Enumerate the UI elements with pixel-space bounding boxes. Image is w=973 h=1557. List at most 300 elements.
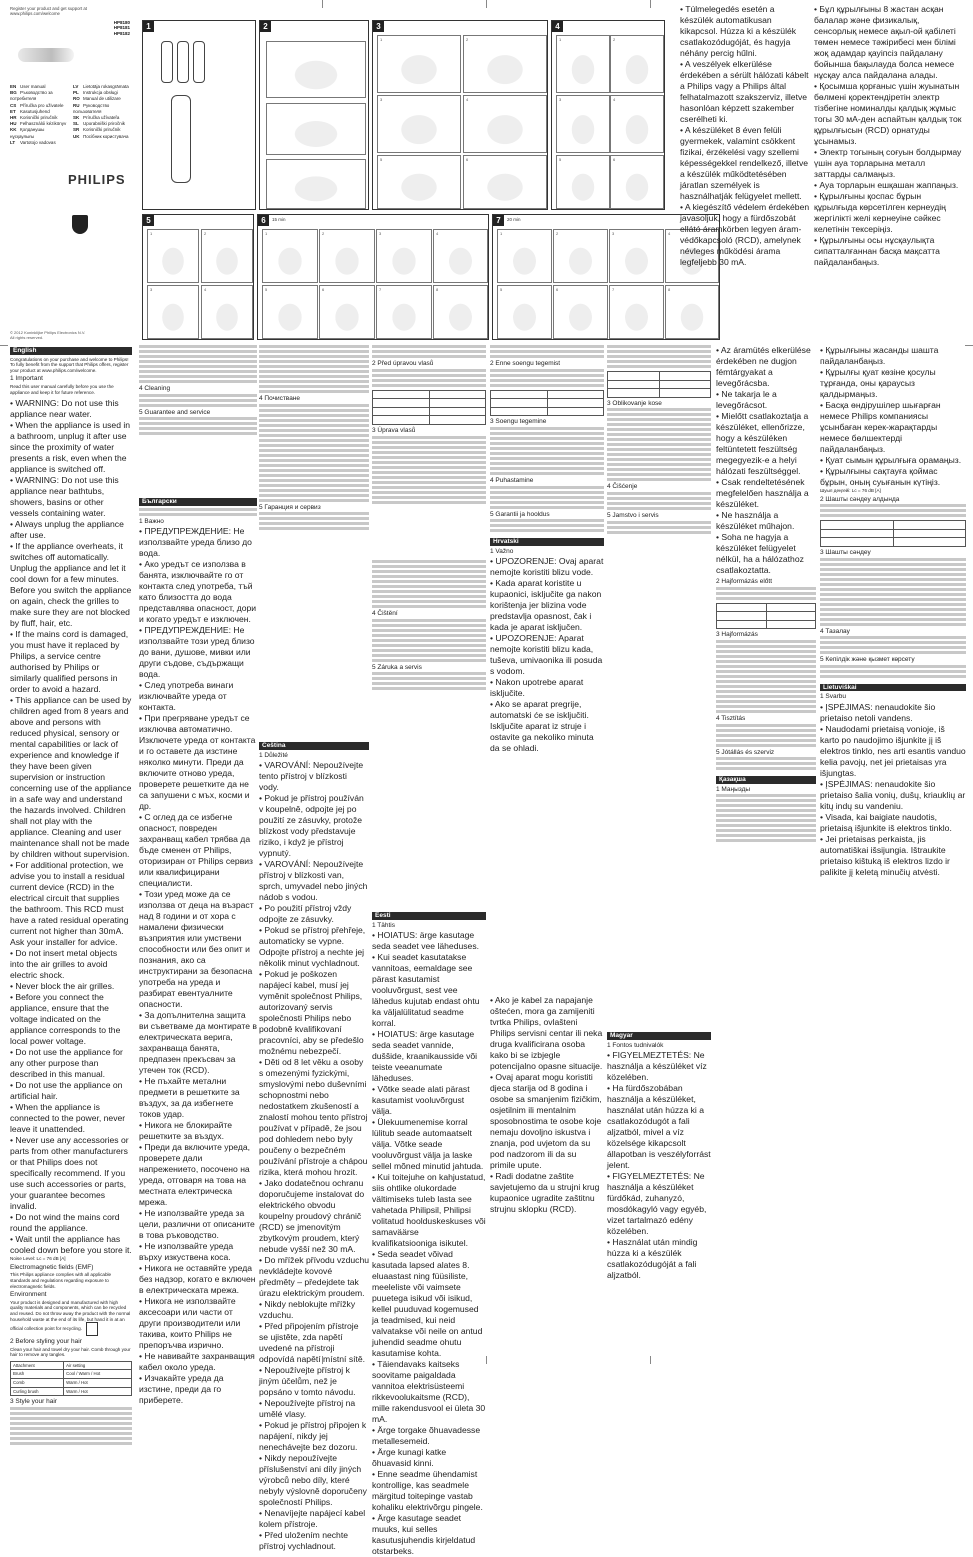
text-line [259, 469, 369, 472]
text-line [372, 672, 486, 675]
column-croatian [490, 995, 604, 1360]
language-header: Lietuviškai [820, 684, 966, 692]
bullet-paragraph: • Преди да включите уреда, проверете дали напрежението, посочено на уреда, отговаря на това на местната електрическа мрежа. [139, 1142, 251, 1208]
text-line [820, 646, 966, 649]
figure-panel-3: 3 1 2 3 4 5 6 [372, 20, 548, 210]
text-line [139, 394, 257, 397]
text-line [716, 592, 816, 595]
text-line [259, 390, 369, 393]
bullet-paragraph: • Túlmelegedés esetén a készülék automatikusan kikapcsol. Húzza ki a készülék csatlakozódugóját, és hagyja néhány percig hűlni. [680, 4, 797, 58]
text-line [607, 531, 711, 534]
step-illustration: 3 [377, 95, 461, 153]
text-line [716, 794, 816, 797]
text-line [372, 624, 486, 627]
text-line [607, 443, 711, 446]
step-illustration: 7 [376, 285, 432, 339]
text-line [607, 423, 711, 426]
text-line [820, 573, 966, 576]
step-illustration: 5 [556, 155, 610, 209]
text-line [716, 670, 816, 673]
bullet-paragraph: • HOIATUS: ärge kasutage seda seadet vee läheduses. [372, 930, 480, 952]
text-line [607, 507, 711, 510]
bullet-paragraph: • Құрылғы қуат көзіне қосулы тұрғанда, оны қараусыз қалдырмаңыз. [820, 367, 936, 399]
crop-mark [650, 0, 651, 8]
bullet-paragraph: • Ärge torgake õhuavadesse metallesemeid. [372, 1425, 481, 1447]
text-line [139, 399, 257, 402]
text-line [716, 597, 816, 600]
text-line [372, 629, 486, 632]
step-illustration: 2 [201, 229, 253, 283]
comb-attachment-icon [177, 41, 189, 83]
text-line [259, 424, 369, 427]
text-line [716, 839, 816, 842]
text-line [490, 432, 604, 435]
text-line [607, 418, 711, 421]
bullet-paragraph: • Before you connect the appliance, ensure that the voltage indicated on the appliance corresponds to the local power voltage. [10, 992, 121, 1047]
bullet-paragraph: • FIGYELMEZTETÉS: Ne használja a készüléket fürdőkád, zuhanyzó, mosdókagyló vagy egyéb, vizet tartalmazó edény közelében. [607, 1171, 707, 1237]
text-line [259, 464, 369, 467]
text-line [372, 639, 486, 642]
bullet-paragraph: • ĮSPĖJIMAS: nenaudokite šio prietaiso netoli vandens. [820, 701, 936, 723]
bullet-paragraph: • С оглед да се избегне опасност, повреден захранващ кабел трябва да бъде сменен от Philips, оторизиран от Philips сервиз или квалифицирани специалисти. [139, 812, 254, 889]
text-line [490, 427, 604, 430]
text-line [716, 819, 816, 822]
text-line [490, 369, 604, 372]
text-line [372, 471, 486, 474]
crop-mark [965, 345, 973, 346]
text-line [139, 417, 257, 420]
text-line [716, 729, 816, 732]
text-line [372, 570, 486, 573]
text-line [259, 512, 369, 515]
text-line [372, 476, 486, 479]
bullet-paragraph: • Не пъхайте метални предмети в решетките за въздух, за да избегнете токов удар. [139, 1076, 240, 1120]
text-line [372, 374, 486, 377]
bullet-paragraph: • Ako se aparat pregrije, automatski će se isključiti. Isključite aparat iz struje i ostavite ga nekoliko minuta da se ohladi. [490, 699, 594, 754]
timer-label: 15 min [272, 217, 286, 222]
bullet-paragraph: • Pokud je přístroj připojen k napájení, nikdy jej nenechávejte bez dozoru. [259, 1420, 367, 1453]
text-line [139, 345, 257, 348]
text-line [259, 385, 369, 388]
text-line [10, 1412, 132, 1415]
bullet-paragraph: • When the appliance is connected to the power, never leave it unattended. [10, 1102, 126, 1135]
bullet-paragraph: • Do not use the appliance for any other purpose than described in this manual. [10, 1047, 123, 1080]
text-line [372, 654, 486, 657]
bullet-paragraph: • Never use any accessories or parts from other manufacturers or that Philips does not specifically recommend. If you use such accessories or parts, your guarantee becomes invalid. [10, 1135, 129, 1212]
text-line [490, 524, 604, 527]
language-header: Български [139, 498, 257, 506]
text-line [607, 492, 711, 495]
text-line [820, 613, 966, 616]
text-line [139, 365, 257, 368]
text-line [259, 474, 369, 477]
crop-mark [0, 345, 8, 346]
bullet-paragraph: • Не използвайте уреда за цели, различни от описаните в това ръководство. [139, 1208, 255, 1241]
language-list: EN User manual BG Ръководство за потребителя CS Příručka pro uživatele ET Kasutusjuhend HR Korisnički priručnik HU Felhasználói kézikönyv KK Қолданушы нұсқаулығы LT Vartotojo vadovas LV Lietotāja rokasgrāmata PL Instrukcja obsługi RO Manual de utilizare RU Руководство пользователя SK Príručka užívateľa SL Uporabniški priročnik SR Korisnički priručnik UK Посібник користувача [10, 84, 129, 145]
bullet-paragraph: • Never block the air grilles. [10, 981, 115, 992]
column-hungarian-cont: • Az áramütés elkerülése érdekében ne dugjon fémtárgyakat a levegőrácsba. • Ne takarja le a levegőrácsot. • Mielőtt csatlakoztatja a készüléket, ellenőrizze, hogy a készüléken feltüntetett feszültség megegyezik-e a helyi hálózati feszültséggel. • Csak rendeltetésének megfelelően használja a készüléket. • Ne használja a készüléket műhajon. • Soha ne hagyja a készüléket felügyelet nélkül, ha a hálózathoz csatlakoztatta. 2 Hajformázás előtt 3 Hajformázás 4 Tisztítás 5 Jótállás és szerviz Қазақша 1 Маңызды [716, 345, 816, 1360]
bullet-paragraph: • При прегряване уредът се изключва автоматично. Изключете уреда от контакта и го оставете да изстине няколко минути. Преди да включите отново уреда, проверете решетките да не са запушени с мъх, косми и др. [139, 713, 256, 812]
text-line [820, 563, 966, 566]
bullet-paragraph: • Ha fürdőszobában használja a készüléket, használat után húzza ki a csatlakozódugót a fali aljzatból, mivel a víz közelsége kikapcsolt állapotban is veszélyforrást jelent. [607, 1083, 711, 1171]
text-line [372, 605, 486, 608]
plug-illustration [266, 41, 366, 98]
bullet-paragraph: • Ärge kasutage seadet muuks, kui selles kasutusjuhendis kirjeldatud otstarbeks. [372, 1513, 476, 1557]
bullet-paragraph: • Az áramütés elkerülése érdekében ne dugjon fémtárgyakat a levegőrácsba. [716, 345, 811, 388]
column-hungarian: Magyar 1 Fontos tudnivalók • FIGYELMEZTETÉS: Ne használja a készüléket víz közelében. • Ha fürdőszobában használja a készüléket, használat után húzza ki a csatlakozódugót a fali aljzatból, mivel a víz közelsége kikapcsolt állapotban is veszélyforrást jelent. • FIGYELMEZTETÉS: Ne használja a készüléket fürdőkád, zuhanyzó, mosdókagyló vagy egyéb, vizet tartalmazó edény közelében. • Használat után mindig húzza ki a készülék csatlakozódugóját a fali aljzatból. [607, 1032, 711, 1281]
text-line [716, 744, 816, 747]
text-line [10, 1407, 132, 1410]
text-line [716, 660, 816, 663]
text-line [10, 1417, 132, 1420]
bullet-paragraph: • Ülekuumenemise korral lülitub seade automaatselt välja. Võtke seade vooluvõrgust välja ja laske sellel mõned minutid jahtuda. [372, 1117, 484, 1172]
figure-panel-7: 7 20 min 1 2 3 4 5 6 7 8 [492, 214, 720, 340]
text-line [490, 384, 604, 387]
text-line [372, 682, 486, 685]
text-line [607, 463, 711, 466]
bullet-paragraph: • Nenavíjejte napájecí kabel kolem přístroje. [259, 1508, 366, 1530]
bullet-paragraph: • Do mřížek přívodu vzduchu nevkládejte kovové předměty – předejdete tak úrazu elektrickým proudem. [259, 1255, 369, 1299]
figure-panel-5: 5 1 2 3 4 [142, 214, 254, 340]
bullet-paragraph: • Naudodami prietaisą vonioje, iš karto po naudojimo išjunkite jį iš elektros tinklo, nes arti esantis vanduo kelia pavojų, net jei prietaisas yra išjungtas. [820, 723, 966, 778]
text-line [139, 350, 257, 353]
timer-label: 20 min [507, 217, 521, 222]
text-line [607, 345, 711, 348]
figure-panel-6: 6 15 min 1 2 3 4 5 6 7 8 [257, 214, 489, 340]
text-line [607, 360, 711, 363]
column-english: English Congratulations on your purchase and welcome to Philips! To fully benefit from the support that Philips offers, register your product at www.philips.com/welcome. 1 Important Read this user manual carefully before you use the appliance and keep it for future reference. • WARNING: Do not use this appliance near water. • When the appliance is used in a bathroom, unplug it after use since the proximity of water presents a risk, even when the appliance is switched off. • WARNING: Do not use this appliance near bathtubs, showers, basins or other vessels containing water. • Always unplug the appliance after use. • If the appliance overheats, it switches off automatically. Unplug the appliance and let it cool down for a few minutes. Before you switch the appliance on again, check the grilles to make sure they are not blocked by fluff, hair, etc. • If the mains cord is damaged, you must have it replaced by Philips, a service centre authorised by Philips or similarly qualified persons in order to avoid a hazard. • This appliance can be used by children aged from 8 years and above and persons with reduced physical, sensory or mental capabilities or lack of experience and knowledge if they have been given supervision or instruction concerning use of the appliance in a safe way and understand the hazards involved. Children shall not play with the appliance. Cleaning and user maintenance shall not be made by children without supervision. • For additional protection, we advise you to install a residual current device (RCD) in the electrical circuit that supplies the bathroom. This RCD must have a rated residual operating current not higher than 30mA. Ask your installer for advice. • Do not insert metal objects into the air grilles to avoid electric shock. • Never block the air grilles. • Before you connect the appliance, ensure that the voltage indicated on the appliance corresponds to the local power voltage. • Do not use the appliance for any other purpose than described in this manual. • Do not use the appliance on artificial hair. • When the appliance is connected to the power, never leave it unattended. • Never use any accessories or parts from other manufacturers or that Philips does not specifically recommend. If you use such accessories or parts, your guarantee becomes invalid. • Do not wind the mains cord round the appliance. • Wait until the appliance has cooled down before you store it. Noise Level: Lc = 76 dB [A] Electromagnetic fields (EMF) This Philips appliance complies with all applicable standards and regulations regarding exposure to electromagnetic fields. Environment Your product is designed and manufactured with high quality materials and components, which can be recycled and reused. Do not throw away the product with the normal household waste at the end of its life, but hand it in at an official collection point for recycling. 2 Before styling your hair Clean your hair and towel dry your hair. Comb through your hair to remove any tangles. Attachment Air setting Brush Cool / Warm / Hot Comb Warm / Hot Curling brush Warm / Hot 3 Style your hair [10, 345, 132, 1360]
text-line [372, 501, 486, 504]
bullet-paragraph: • Wait until the appliance has cooled down before you store it. [10, 1234, 132, 1256]
text-line [139, 427, 257, 430]
register-text: Register your product and get support at www.philips.com/welcome [10, 6, 87, 17]
bullet-paragraph: • Před uložením nechte přístroj vychladnout. [259, 1530, 348, 1552]
text-line [607, 438, 711, 441]
bullet-paragraph: • WARNING: Do not use this appliance near water. [10, 398, 119, 420]
cleaning-illustration [266, 103, 366, 155]
bullet-paragraph: • Always unplug the appliance after use. [10, 519, 124, 541]
text-line [372, 565, 486, 568]
text-line [372, 466, 486, 469]
column-kazakh-cont: • Құрылғыны жасанды шашта пайдаланбаңыз. • Құрылғы қуат көзіне қосулы тұрғанда, оны қараусыз қалдырмаңыз. • Басқа өндірушілер шығарған немесе Philips компаниясы ұсынбаған керек-жарақтарды немесе бөлшектерді пайдаланбаңыз. • Қуат сымын құрылғыға орамаңыз. • Құрылғыны сақтауға қоймас бұрын, оның суығанын күтіңіз. Шуыл деңгейі: Lc = 76 dB [A] 2 Шашты сәндеу алдында 3 Шашты сәндеу 4 Тазалау 5 Кепілдік және қызмет көрсету Lietuviškai 1 Svarbu • ĮSPĖJIMAS: nenaudokite šio prietaiso netoli vandens. • Naudodami prietaisą vonioje, iš karto po naudojimo išjunkite jį iš elektros tinklo, nes arti esantis vanduo kelia pavojų, net jei prietaisas yra išjungtas. • ĮSPĖJIMAS: nenaudokite šio prietaiso šalia vonių, dušų, kriauklių ar kitų indų su vandeniu. • Visada, kai baigiate naudotis, prietaisą išjunkite iš elektros tinklo. • Jei prietaisas perkaista, jis automatiškai išsijungia. Ištraukite prietaiso kištuką iš elektros lizdo ir palikite jį keletą minučių atvėsti. [820, 345, 966, 877]
text-line [607, 350, 711, 353]
text-line [139, 370, 257, 373]
text-line [259, 517, 369, 520]
bullet-paragraph: • UPOZORENJE: Aparat nemojte koristiti blizu kada, tuševa, umivaonika ili posuda s vodom. [490, 633, 603, 677]
philips-shield-icon [72, 215, 88, 234]
text-line [716, 804, 816, 807]
text-line [716, 824, 816, 827]
text-line [259, 350, 369, 353]
bullet-paragraph: • ПРЕДУПРЕЖДЕНИЕ: Не използвайте уреда близо до вода. [139, 526, 252, 559]
bullet-paragraph: • Do not wind the mains cord round the appliance. [10, 1212, 120, 1234]
step-illustration: 6 [553, 285, 608, 339]
text-line [490, 350, 604, 353]
text-line [607, 478, 711, 481]
text-line [607, 433, 711, 436]
bullet-paragraph: • Қосымша қорғаныс үшін жуынатын бөлмені қоректендіретін электр тізбегіне номиналды қалдық жұмыс тогы 30 мА-ден аспайтын қалдық ток құрылғысын (RCD) орнатуды ұсынамыз. [814, 81, 962, 146]
text-line [259, 439, 369, 442]
text-line [607, 428, 711, 431]
text-line [259, 479, 369, 482]
text-line [372, 481, 486, 484]
bullet-paragraph: • Қуат сымын құрылғыға орамаңыз. [820, 455, 962, 465]
step-illustration: 8 [665, 285, 719, 339]
step-illustration: 2 [610, 35, 664, 93]
column-bulgarian: Български 1 Важно • ПРЕДУПРЕЖДЕНИЕ: Не използвайте уреда близо до вода. • Ако уредът се използва в банята, изключвайте го от контакта след употреба, тъй като близостта до вода представлява опасност, дори и когато уредът е изключен. • ПРЕДУПРЕЖДЕНИЕ: Не използвайте този уред близо до вани, душове, мивки или други съдове, съдържащи вода. • След употреба винаги изключвайте уреда от контакта. • При прегряване уредът се изключва автоматично. Изключете уреда от контакта и го оставете да изстине няколко минути. Преди да включите отново уреда, проверете решетките да не са запушени с мъх, косми и др. • С оглед да се избегне опасност, повреден захранващ кабел трябва да бъде сменен от Philips, оторизиран от Philips сервиз или квалифицирани специалисти. • Този уред може да се използва от деца на възраст над 8 години и от хора с намалени физически възприятия или умствени способности или без опит и познания, ако са инструктирани за безопасна употреба на уреда и разбират евентуалните опасности. • За допълнителна защита ви съветваме да монтирате в електрическата верига, захранваща банята, предпазен прекъсвач за утечен ток (RCD). • Не пъхайте метални предмети в решетките за въздух, за да избегнете токов удар. • Никога не блокирайте решетките за въздух. • Преди да включите уреда, проверете дали напрежението, посочено на уреда, отговаря на това на местната електрическа мрежа. • Не използвайте уреда за цели, различни от описаните в това ръководство. • Не използвайте уреда върху изкуствена коса. • Никога не оставяйте уреда без надзор, когато е включен в електрическата мрежа. • Никога не използвайте аксесоари или части от други производители или такива, които Philips не препоръчва изрично. • Не навивайте захранващия кабел около уреда. • Изчакайте уреда да изстине, преди да го приберете. [139, 498, 257, 1406]
bullet-paragraph: • Võtke seade alati pärast kasutamist vooluvõrgust välja. [372, 1084, 470, 1117]
text-line [259, 365, 369, 368]
bullet-paragraph: • Nakon upotrebe aparat isključite. [490, 677, 584, 699]
text-line [372, 580, 486, 583]
text-line [820, 514, 966, 517]
curling-attachment-icon [193, 41, 205, 83]
bullet-paragraph: • Pokud je přístroj používán v koupelně, odpojte jej po použití ze zásuvky, protože blízkost vody představuje riziko, i když je přístroj vypnutý. [259, 793, 364, 859]
text-line [607, 355, 711, 358]
step-illustration: 6 [463, 155, 547, 209]
step-illustration: 4 [433, 229, 488, 283]
bullet-paragraph: • ПРЕДУПРЕЖДЕНИЕ: Не използвайте този уред близо до вани, душове, мивки или други съдове, съдържащи вода. [139, 625, 255, 680]
text-line [259, 459, 369, 462]
step-illustration: 6 [610, 155, 664, 209]
column-hungarian-top [680, 4, 810, 359]
bullet-paragraph: • A veszélyek elkerülése érdekében a sérült hálózati kábelt a Philips vagy a Philips által felhatalmazott szakszerviz, illetve hasonlóan képzett szakember cserélheti ki. [680, 59, 809, 124]
text-line [490, 355, 604, 358]
text-line [716, 587, 816, 590]
text-line [372, 345, 486, 348]
text-line [372, 355, 486, 358]
bullet-paragraph: • Ako je kabel za napajanje oštećen, mora ga zamijeniti tvrtka Philips, ovlašteni Philips servisni centar ili neka druga kvalificirana osoba kako bi se izbjegle potencijalno opasne situacije. [490, 995, 603, 1071]
text-line [259, 522, 369, 525]
step-illustration: 1 [377, 35, 461, 93]
text-line [259, 429, 369, 432]
bullet-paragraph: • A készüléket 8 éven felüli gyermekek, valamint csökkent fizikai, érzékelési vagy szellemi képességekkel rendelkező, illetve a készülék működtetésében járatlan személyek is használhatják felügyelet mellett. [680, 125, 809, 201]
text-line [372, 619, 486, 622]
text-line [372, 369, 486, 372]
text-line [139, 422, 257, 425]
text-line [372, 384, 486, 387]
text-line [607, 473, 711, 476]
text-line [820, 558, 966, 561]
step-illustration: 4 [665, 229, 719, 283]
text-line [490, 462, 604, 465]
attachment-table: Attachment Air setting Brush Cool / Warm / Hot Comb Warm / Hot Curling brush Warm / Hot [10, 1361, 132, 1396]
column-estonian-cont: 2 Enne soengu tegemist 3 Soengu tegemine 4 Puhastamine 5 Garantii ja hooldus Hrvatski 1 Važno • UPOZORENJE: Ovaj aparat nemojte koristiti blizu vode. • Kada aparat koristite u kupaonici, isključite ga nakon korištenja jer blizina vode predstavlja opasnost, čak i kada je aparat isključen. • UPOZORENJE: Aparat nemojte koristiti blizu kada, tuševa, umivaonika ili posuda s vodom. • Nakon upotrebe aparat isključite. • Ako se aparat pregrije, automatski će se isključiti. Isključite aparat iz struje i ostavite ga nekoliko minuta da se ohladi. [490, 345, 604, 995]
text-line [490, 519, 604, 522]
crop-mark [486, 1356, 487, 1364]
figure-panel-4: 4 1 2 3 4 5 6 [551, 20, 665, 210]
bullet-paragraph: • Ovaj aparat mogu koristiti djeca starija od 8 godina i osobe sa smanjenim fizičkim, osjetilnim ili mentalnim sposobnostima te osobe koje nemaju dovoljno iskustva i znanja, pod uvjetom da su pod nadzorom ili da su primile upute. [490, 1072, 602, 1170]
bullet-paragraph: • Nepoužívejte přístroj k jiným účelům, než je popsáno v tomto návodu. [259, 1365, 356, 1398]
text-line [716, 762, 816, 765]
text-line [607, 448, 711, 451]
figure-panel-2: 2 [259, 20, 369, 210]
text-line [139, 380, 257, 383]
text-line [490, 486, 604, 489]
bullet-paragraph: • Nikdy neblokujte mřížky vzduchu. [259, 1299, 356, 1321]
text-line [716, 814, 816, 817]
bullet-paragraph: • Құрылғыны қоспас бұрын құрылғыда көрсетілген кернеудің жергілікті желі кернеуіне сәйкес келетінін тексеріңіз. [814, 191, 946, 234]
text-line [716, 767, 816, 770]
text-line [372, 585, 486, 588]
text-line [490, 345, 604, 348]
text-line [259, 494, 369, 497]
text-line [139, 375, 257, 378]
text-line [607, 521, 711, 524]
step-illustration: 4 [463, 95, 547, 153]
text-line [716, 675, 816, 678]
bullet-paragraph: • Құрылғыны жасанды шашта пайдаланбаңыз. [820, 345, 939, 366]
bullet-paragraph: • A kiegészítő védelem érdekében javasoljuk, hogy a fürdőszobát ellátó áramkörben legyen áram-védőkapcsoló (RCD), amelynek névleges működési árama legfeljebb 30 mA. [680, 202, 810, 267]
bullet-paragraph: • Enne seadme ühendamist kontrollige, kas seadmele märgitud toitepinge vastab kohaliku elektrivõrgu pingele. [372, 1469, 483, 1513]
text-line [259, 454, 369, 457]
text-line [10, 1422, 132, 1425]
attachment-table [820, 520, 966, 547]
text-line [139, 432, 257, 435]
bullet-paragraph: • Никога не блокирайте решетките за въздух. [139, 1120, 233, 1142]
language-header: Čeština [259, 742, 369, 750]
text-line [372, 659, 486, 662]
text-line [372, 379, 486, 382]
text-line [259, 449, 369, 452]
column-kazakh-top [814, 4, 964, 359]
text-line [372, 491, 486, 494]
text-line [607, 365, 711, 368]
bullet-paragraph: • Ärge kunagi katke õhuavasid kinni. [372, 1447, 447, 1469]
text-line [372, 644, 486, 647]
step-illustration: 3 [609, 229, 664, 283]
text-line [716, 829, 816, 832]
bullet-paragraph: • След употреба винаги изключвайте уреда от контакта. [139, 680, 234, 713]
step-illustration: 3 [556, 95, 610, 153]
bullet-paragraph: • Pokud je poškozen napájecí kabel, musí jej vyměnit společnost Philips, autorizovaný servis společnosti Philips nebo podobně kvalifikovaní pracovníci, aby se předešlo možnému nebezpečí. [259, 969, 364, 1057]
text-line [716, 834, 816, 837]
text-line [490, 452, 604, 455]
language-header: Eesti [372, 912, 486, 920]
text-line [490, 437, 604, 440]
bullet-paragraph: • Ауа торларын ешқашан жаппаңыз. [814, 180, 959, 190]
text-line [607, 526, 711, 529]
bullet-paragraph: • Mielőtt csatlakoztatja a készüléket, ellenőrizze, hogy a készüléken feltüntetett feszültség megegyezik-e a helyi hálózati feszültséggel. [716, 411, 809, 476]
text-line [820, 636, 966, 639]
text-line [716, 710, 816, 713]
text-line [259, 375, 369, 378]
attachment-table [716, 603, 816, 630]
text-line [372, 441, 486, 444]
text-line [490, 529, 604, 532]
text-line [607, 502, 711, 505]
bullet-paragraph: • Никога не оставяйте уреда без надзор, когато е включен в електрическата мрежа. [139, 1263, 256, 1296]
step-illustration: 1 [262, 229, 318, 283]
text-line [372, 677, 486, 680]
text-line [716, 809, 816, 812]
text-line [716, 734, 816, 737]
text-line [372, 595, 486, 598]
bullet-paragraph: • FIGYELMEZTETÉS: Ne használja a készüléket víz közelében. [607, 1050, 707, 1083]
text-line [490, 501, 604, 504]
language-header: English [10, 347, 132, 355]
wheelie-bin-icon [86, 1322, 98, 1336]
language-header: Magyar [607, 1032, 711, 1040]
bullet-paragraph: • VAROVÁNÍ: Nepoužívejte přístroj v blízkosti van, sprch, umyvadel nebo jiných nádob s vodou. [259, 859, 368, 903]
text-line [716, 695, 816, 698]
crop-mark [322, 0, 323, 8]
step-illustration: 2 [553, 229, 608, 283]
step-illustration: 5 [377, 155, 461, 209]
text-line [139, 360, 257, 363]
text-line [372, 634, 486, 637]
step-illustration: 5 [262, 285, 318, 339]
text-line [820, 608, 966, 611]
text-line [716, 700, 816, 703]
step-illustration: 6 [319, 285, 375, 339]
text-line [820, 675, 966, 678]
text-line [139, 404, 257, 407]
text-line [820, 665, 966, 668]
text-line [490, 457, 604, 460]
bullet-paragraph: • За допълнителна защита ви съветваме да монтирате в електрическата верига, захранваща банята, предпазен прекъсвач за утечен ток (RCD). [139, 1010, 257, 1076]
column-czech-cont2: 4 Čištění 5 Záruka a servis [372, 560, 486, 870]
text-line [716, 799, 816, 802]
step-illustration: 4 [201, 285, 253, 339]
bullet-paragraph: • Před připojením přístroje se ujistěte, zda napětí uvedené na přístroji odpovídá napětí místní sítě. [259, 1321, 366, 1365]
text-line [820, 641, 966, 644]
text-line [490, 506, 604, 509]
text-line [372, 486, 486, 489]
figure-panel-1: 1 [142, 20, 256, 210]
step-illustration: 3 [147, 285, 199, 339]
bullet-paragraph: • Kui toitejuhe on kahjustatud, siis ohtlike olukordade vältimiseks tuleb lasta see vahetada Philipsil, Philipsi volitatud hoolduskeskuses või samaväärse kvalifikatsiooniga isikutel. [372, 1172, 486, 1249]
text-line [716, 739, 816, 742]
model-list: HP8180 HP8181 HP8182 [113, 19, 130, 36]
step-illustration: 4 [610, 95, 664, 153]
bullet-paragraph: • Děti od 8 let věku a osoby s omezenými fyzickými, smyslovými nebo duševními schopnostmi nebo nedostatkem zkušeností a znalostí mohou tento přístroj používat v případě, že jsou pod dohledem nebo byly poučeny o bezpečném používání přístroje a chápou rizika, která mohou hrozit. [259, 1057, 368, 1178]
column-czech-cont: 2 Před úpravou vlasů 3 Úprava vlasů [372, 345, 486, 560]
bullet-paragraph: • Изчакайте уреда да изстине, преди да го приберете. [139, 1373, 224, 1406]
text-line [716, 645, 816, 648]
language-header: Қазақша [716, 776, 816, 784]
bullet-paragraph: • VAROVÁNÍ: Nepoužívejte tento přístroj v blízkosti vody. [259, 760, 364, 793]
bullet-paragraph: • Használat után mindig húzza ki a készülék csatlakozódugóját a fali aljzatból. [607, 1237, 698, 1281]
text-line [139, 508, 257, 511]
text-line [372, 590, 486, 593]
text-line [259, 527, 369, 530]
text-line [259, 419, 369, 422]
bullet-paragraph: • For additional protection, we advise you to install a residual current device (RCD) in the electrical circuit that supplies the bathroom. This RCD must have a rated residual operating current not higher than 30mA. Ask your installer for advice. [10, 860, 129, 948]
text-line [716, 650, 816, 653]
column-croatian-cont: 3 Oblikovanje kose 4 Čišćenje 5 Jamstvo i servis [607, 345, 711, 945]
text-line [259, 355, 369, 358]
attachment-table [372, 390, 486, 425]
text-line [820, 598, 966, 601]
text-line [820, 509, 966, 512]
text-line [259, 489, 369, 492]
step-illustration: 2 [463, 35, 547, 93]
attachments-diagram [153, 35, 213, 205]
step-illustration: 1 [147, 229, 199, 283]
bullet-paragraph: • Täiendavaks kaitseks soovitame paigaldada vannitoa elektrisüsteemi rikkevoolukaitsme (RCD), mille rakendusvool ei ületa 30 mA. [372, 1359, 486, 1425]
text-line [372, 451, 486, 454]
text-line [716, 680, 816, 683]
text-line [490, 472, 604, 475]
step-illustration: 1 [497, 229, 552, 283]
step-illustration: 3 [376, 229, 432, 283]
bullet-paragraph: • If the mains cord is damaged, you must have it replaced by Philips, a service centre authorised by Philips or similarly qualified persons in order to avoid a hazard. [10, 629, 129, 695]
bullet-paragraph: • Radi dodatne zaštite savjetujemo da u strujni krug kupaonice ugradite zaštitnu strujnu sklopku (RCD). [490, 1171, 600, 1214]
bullet-paragraph: • Электр тогының соғуын болдырмау үшін ауа торларына металл заттарды салмаңыз. [814, 147, 962, 179]
text-line [490, 467, 604, 470]
step-illustration: 1 [556, 35, 610, 93]
